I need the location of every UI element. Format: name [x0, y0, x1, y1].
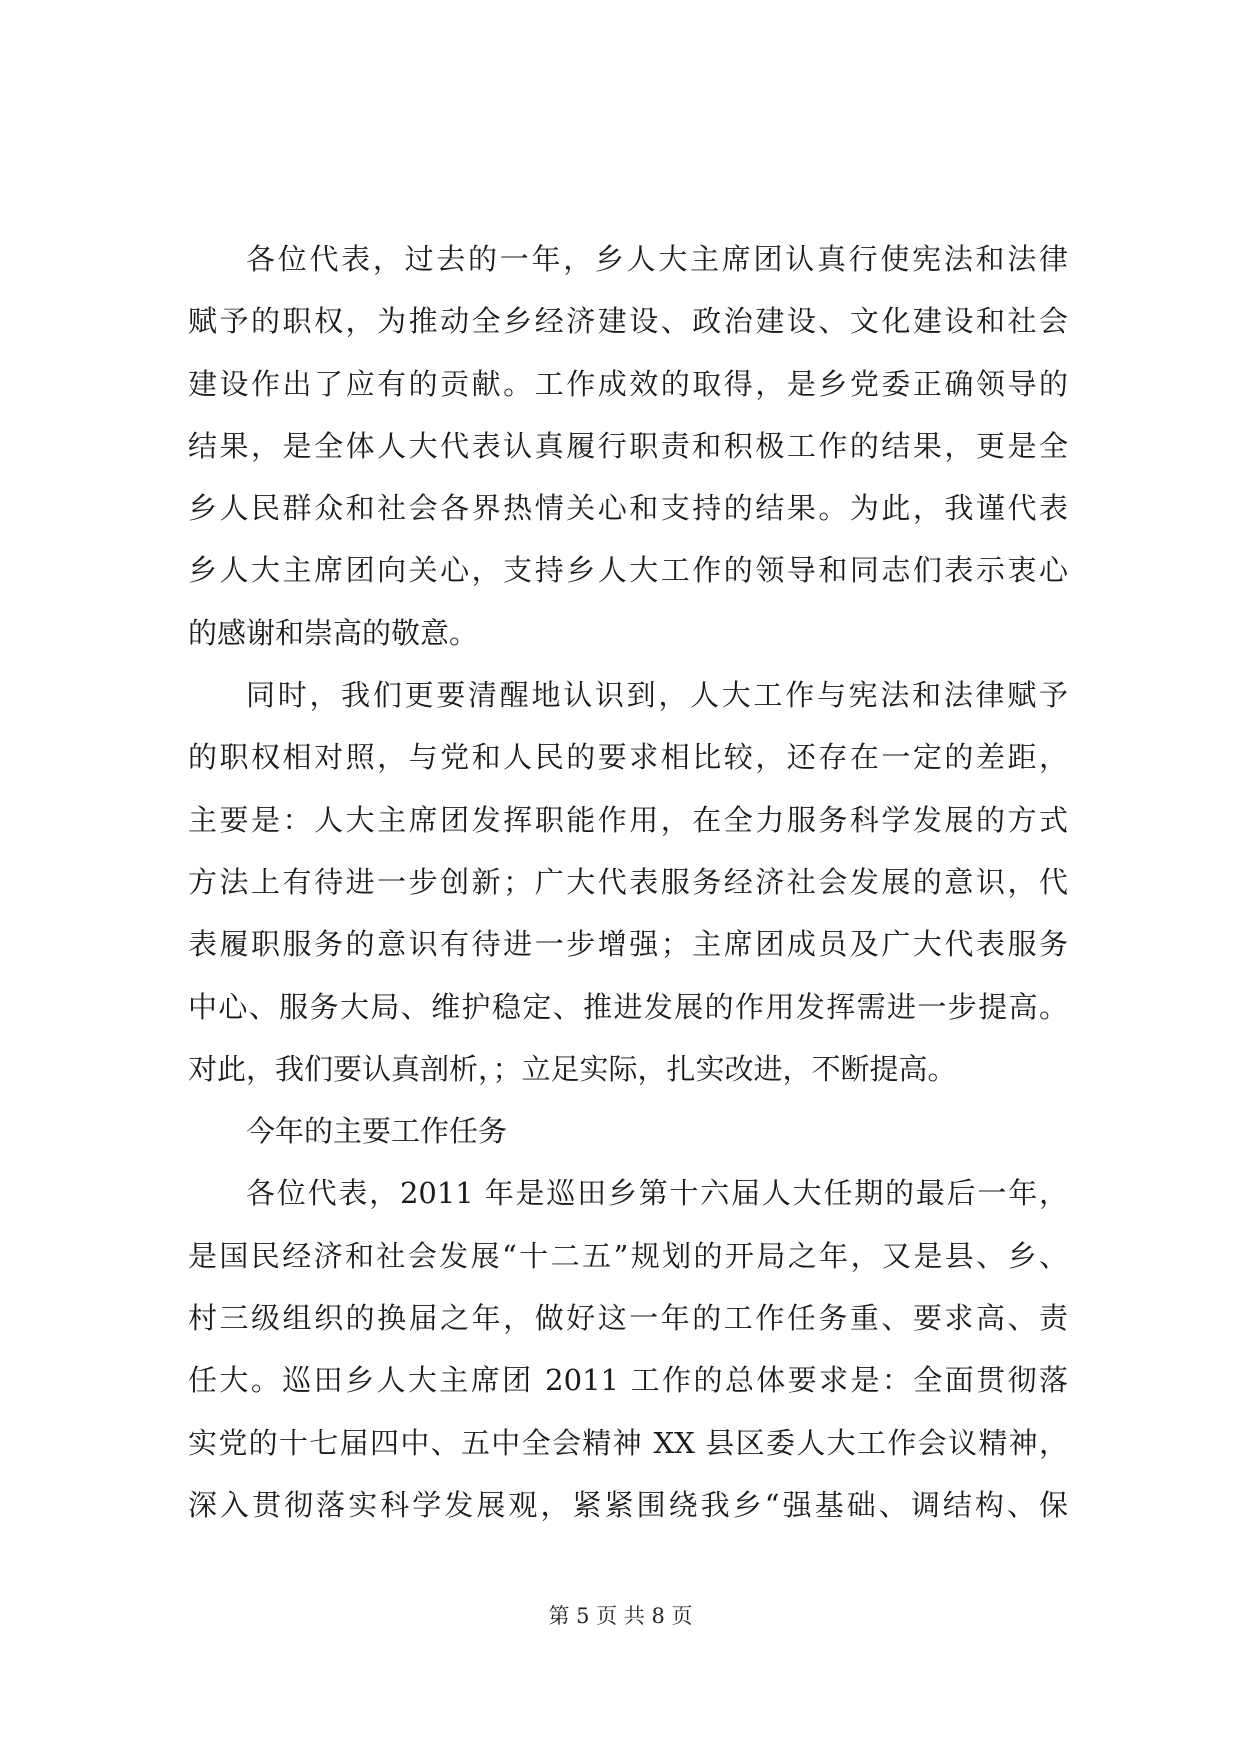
text-line: 村三级组织的换届之年，做好这一年的工作任务重、要求高、责 [188, 1301, 1068, 1336]
text-line: 是国民经济和社会发展“十二五”规划的开局之年，又是县、乡、 [188, 1238, 1068, 1273]
text-line: 的感谢和崇高的敬意。 [188, 615, 479, 650]
document-body [188, 228, 1068, 1536]
text-line: 各位代表，2011 年是巡田乡第十六届人大任期的最后一年， [246, 1176, 1068, 1211]
text-line: 任大。巡田乡人大主席团 2011 工作的总体要求是：全面贯彻落 [188, 1363, 1068, 1398]
text-line: 主要是：人大主席团发挥职能作用，在全力服务科学发展的方式 [188, 802, 1068, 837]
text-line: 建设作出了应有的贡献。工作成效的取得，是乡党委正确领导的 [188, 366, 1068, 401]
text-line: 的职权相对照，与党和人民的要求相比较，还存在一定的差距， [188, 740, 1068, 775]
text-line: 实党的十七届四中、五中全会精神 XX 县区委人大工作会议精神， [188, 1425, 1068, 1460]
text-line: 中心、服务大局、维护稳定、推进发展的作用发挥需进一步提高。 [188, 989, 1068, 1024]
page-footer: 第 5 页 共 8 页 [548, 1604, 693, 1628]
text-line: 赋予的职权，为推动全乡经济建设、政治建设、文化建设和社会 [188, 304, 1068, 339]
text-line: 方法上有待进一步创新；广大代表服务经济社会发展的意识，代 [188, 864, 1068, 899]
text-line: 乡人大主席团向关心，支持乡人大工作的领导和同志们表示衷心 [188, 553, 1068, 588]
text-line: 表履职服务的意识有待进一步增强；主席团成员及广大代表服务 [188, 927, 1068, 962]
text-line: 乡人民群众和社会各界热情关心和支持的结果。为此，我谨代表 [188, 491, 1068, 526]
text-line: 结果，是全体人大代表认真履行职责和积极工作的结果，更是全 [188, 428, 1068, 463]
text-line: 今年的主要工作任务 [246, 1114, 508, 1149]
text-line: 各位代表，过去的一年，乡人大主席团认真行使宪法和法律 [246, 242, 1068, 276]
text-line: 深入贯彻落实科学发展观，紧紧围绕我乡“强基础、调结构、保 [188, 1487, 1068, 1522]
text-line: 对此，我们要认真剖析，；立足实际，扎实改进，不断提高。 [188, 1051, 957, 1086]
text-line: 同时，我们更要清醒地认识到，人大工作与宪法和法律赋予 [246, 678, 1068, 713]
